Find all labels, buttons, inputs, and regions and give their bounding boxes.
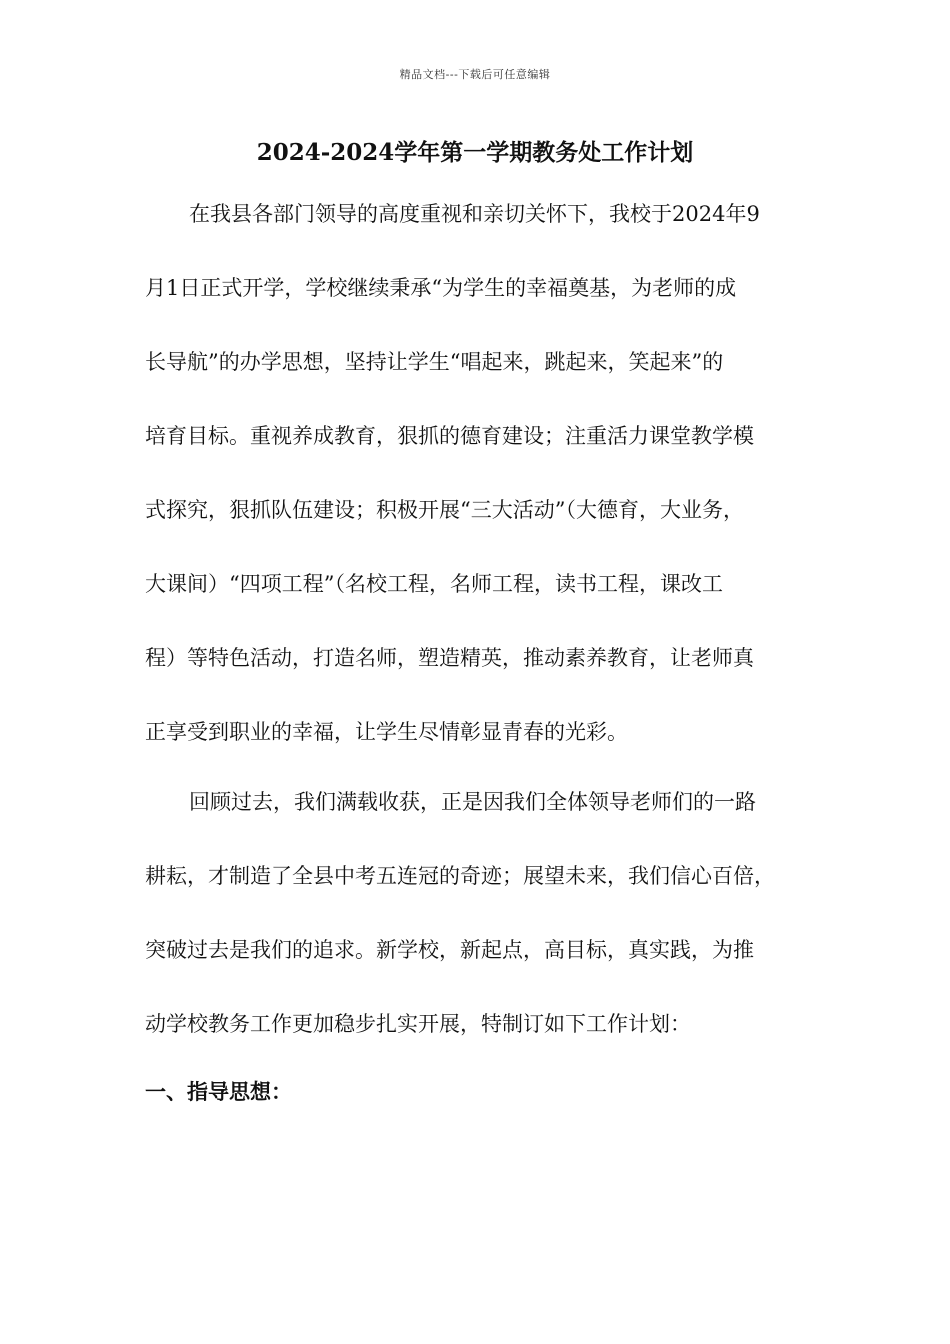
paragraph-line: 式探究，狠抓队伍建设；积极开展“三大活动”（大德育，大业务， [145,498,744,522]
paragraph-line: 回顾过去，我们满载收获，正是因我们全体领导老师们的一路 [189,790,756,814]
document-title: 2024-2024学年第一学期教务处工作计划 [256,139,694,166]
paragraph-line: 月1日正式开学，学校继续秉承“为学生的幸福奠基，为老师的成 [145,276,737,300]
paragraph-line: 动学校教务工作更加稳步扎实开展，特制订如下工作计划： [145,1012,691,1036]
section-heading: 一、指导思想： [145,1079,292,1104]
paragraph-line: 突破过去是我们的追求。新学校，新起点，高目标，真实践，为推 [145,938,754,962]
paragraph-line: 大课间）“四项工程”（名校工程，名师工程，读书工程，课改工 [145,572,723,596]
paragraph-line: 在我县各部门领导的高度重视和亲切关怀下，我校于2024年9 [189,202,760,226]
paragraph-line: 培育目标。重视养成教育，狠抓的德育建设；注重活力课堂教学模 [145,424,754,448]
paragraph-line: 耕耘，才制造了全县中考五连冠的奇迹；展望未来，我们信心百倍， [145,864,775,888]
paragraph-line: 正享受到职业的幸福，让学生尽情彰显青春的光彩。 [145,720,628,744]
page-header: 精品文档---下载后可任意编辑 [399,68,551,81]
paragraph-line: 程）等特色活动，打造名师，塑造精英，推动素养教育，让老师真 [145,646,754,670]
paragraph-line: 长导航”的办学思想，坚持让学生“唱起来，跳起来，笑起来”的 [145,350,724,374]
